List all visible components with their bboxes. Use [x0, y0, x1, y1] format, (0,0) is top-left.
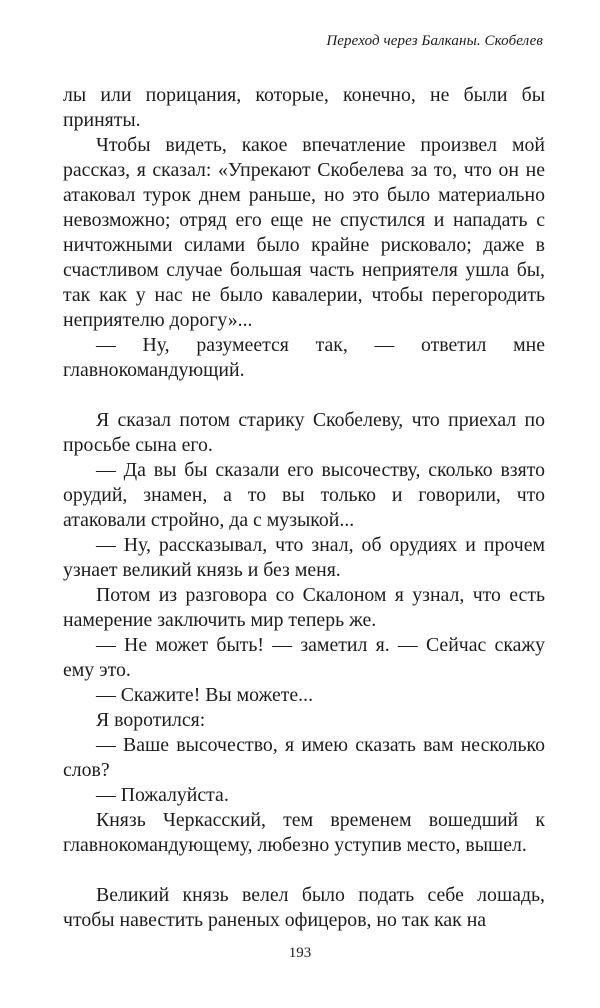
running-header: Переход через Балканы. Скобелев — [326, 33, 543, 49]
section-break — [63, 858, 545, 883]
dialogue-line: — Ну, рассказывал, что знал, об орудиях и прочем узнает великий князь и без меня. — [63, 534, 545, 581]
paragraph: Князь Черкасский, тем временем вошедший к главнокомандующему, любезно уступив место, вышел. — [63, 809, 545, 856]
body-text — [63, 83, 545, 933]
paragraph: Великий князь велел было подать себе лошадь, чтобы навестить раненых офицеров, но так как на — [63, 884, 545, 931]
dialogue-line: — Да вы бы сказали его высочеству, сколько взято орудий, знамен, а то вы только и говорили, что атаковали стройно, да с музыкой... — [63, 459, 545, 531]
dialogue-line: — Ваше высочество, я имею сказать вам несколько слов? — [63, 734, 545, 781]
page-number: 193 — [288, 945, 312, 961]
dialogue-line: — Пожалуйста. — [96, 784, 229, 806]
dialogue-line: — Ну, разумеется так, — ответил мне главнокомандующий. — [63, 334, 545, 381]
paragraph: Чтобы видеть, какое впечатление произвел мой рассказ, я сказал: «Упрекают Скобелева за то, что он не атаковал турок днем раньше, но это было материально невозможно; отряд его еще не спустился и нападать с ничтожными силами было крайне рисковало; даже в счастливом случае большая часть неприятеля ушла бы, так как у нас не было кавалерии, чтобы перегородить неприятелю дорогу»... — [63, 134, 545, 331]
paragraph-continuation: лы или порицания, которые, конечно, не были бы приняты. — [63, 84, 545, 131]
dialogue-line: — Скажите! Вы можете... — [96, 684, 314, 706]
paragraph: Я воротился: — [96, 709, 206, 731]
dialogue-line: — Не может быть! — заметил я. — Сейчас скажу ему это. — [63, 634, 545, 681]
paragraph: Я сказал потом старику Скобелеву, что приехал по просьбе сына его. — [63, 409, 545, 456]
section-break — [63, 383, 545, 408]
paragraph: Потом из разговора со Скалоном я узнал, что есть намерение заключить мир теперь же. — [63, 584, 545, 631]
